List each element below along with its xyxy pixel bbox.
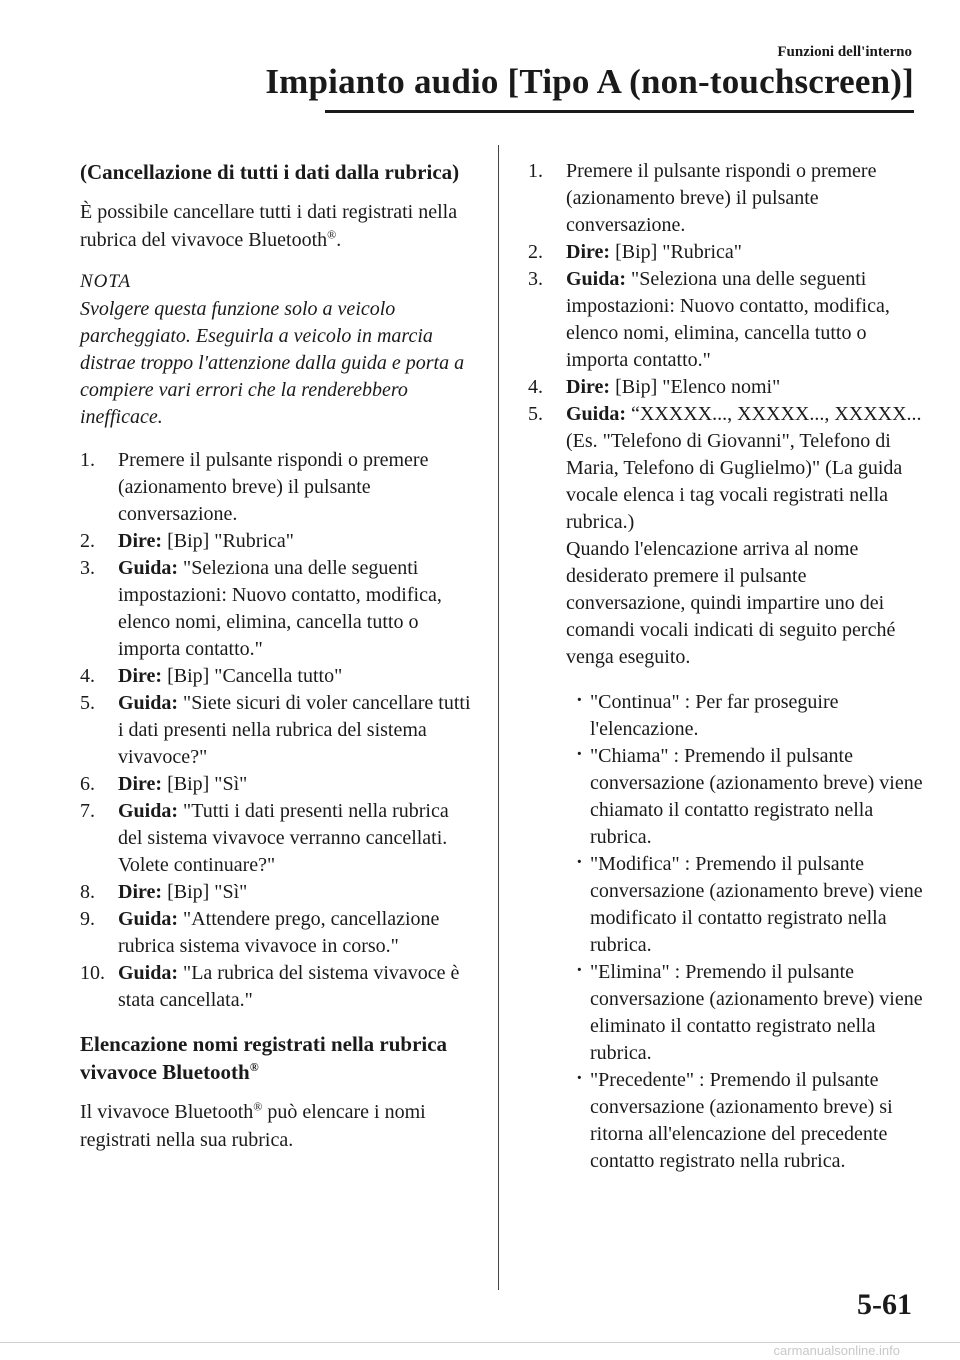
list-item: · "Chiama" : Premendo il pulsante conversazione (azionamento breve) viene chiamato il contatto registrato nella rubrica. — [576, 743, 923, 851]
outro-paragraph — [80, 1098, 475, 1154]
step-number: 10. — [80, 962, 105, 984]
step-number: 8. — [80, 881, 95, 903]
list-item — [80, 960, 475, 1014]
intro-text: È possibile cancellare tutti i dati registrati nella rubrica del vivavoce Bluetooth — [80, 201, 458, 251]
list-item: · "Precedente" : Premendo il pulsante conversazione (azionamento breve) si ritorna all'elencazione del precedente contatto registrato nella rubrica. — [576, 1067, 923, 1175]
step-text: [Bip] "Sì" — [167, 881, 248, 903]
list-item — [80, 879, 475, 906]
step-label: Dire: — [118, 881, 163, 903]
step-number: 3. — [528, 268, 543, 290]
step-text: [Bip] "Rubrica" — [615, 241, 742, 263]
list-item — [80, 690, 475, 771]
step-text: "La rubrica del sistema vivavoce è stata cancellata." — [118, 962, 460, 1011]
delete-steps-list — [80, 447, 475, 1014]
heading-list-names-text: Elencazione nomi registrati nella rubrica vivavoce Bluetooth — [80, 1032, 448, 1084]
heading-delete-all: (Cancellazione di tutti i dati dalla rubrica) — [80, 160, 460, 184]
list-item — [528, 374, 923, 401]
step-number: 6. — [80, 773, 95, 795]
step-text: “XXXXX..., XXXXX..., XXXXX... (Es. "Telefono di Giovanni", Telefono di Maria, Telefono di Guglielmo)" (La guida vocale elenca i tag vocali registrati nella rubrica.) — [566, 403, 922, 533]
step-label: Guida: — [118, 557, 179, 579]
list-item: · "Modifica" : Premendo il pulsante conversazione (azionamento breve) viene modificato il contatto registrato nella rubrica. — [576, 851, 923, 959]
step-number: 4. — [528, 376, 543, 398]
list-item — [80, 663, 475, 690]
step-label: Dire: — [118, 773, 163, 795]
step-label: Dire: — [566, 376, 611, 398]
registered-mark: ® — [253, 1099, 263, 1114]
list-item — [80, 447, 475, 528]
step-text: [Bip] "Rubrica" — [167, 530, 294, 552]
section-label: Funzioni dell'interno — [777, 44, 912, 60]
list-item — [80, 906, 475, 960]
left-column — [80, 158, 475, 1168]
header-rule — [325, 110, 914, 113]
list-item — [80, 528, 475, 555]
step-label: Dire: — [118, 665, 163, 687]
registered-mark: ® — [249, 1060, 259, 1074]
step-label: Guida: — [118, 908, 179, 930]
step-label: Guida: — [118, 692, 179, 714]
step-label: Guida: — [566, 403, 627, 425]
outro-text-b: può elencare i nomi registrati nella sua rubrica. — [80, 1101, 426, 1151]
step-number: 9. — [80, 908, 95, 930]
step-number: 2. — [528, 241, 543, 263]
list-item — [528, 158, 923, 239]
page-title: Impianto audio [Tipo A (non-touchscreen)] — [265, 62, 914, 101]
step-text: [Bip] "Cancella tutto" — [167, 665, 343, 687]
step-label: Dire: — [118, 530, 163, 552]
step-label: Guida: — [118, 800, 179, 822]
outro-text-a: Il vivavoce Bluetooth — [80, 1101, 254, 1123]
step-number: 1. — [80, 449, 95, 471]
note-text: Svolgere questa funzione solo a veicolo parcheggiato. Eseguirla a veicolo in marcia distrae troppo l'attenzione dalla guida e porta a compiere vari errori che la renderebbero inefficace. — [80, 298, 465, 428]
step5-continuation — [528, 536, 923, 671]
step-text: "Attendere prego, cancellazione rubrica sistema vivavoce in corso." — [118, 908, 440, 957]
step-text: [Bip] "Elenco nomi" — [615, 376, 781, 398]
heading-list-names — [80, 1030, 475, 1086]
step-number: 1. — [528, 160, 543, 182]
step-label: Dire: — [566, 241, 611, 263]
list-item — [80, 771, 475, 798]
step-text: [Bip] "Sì" — [167, 773, 248, 795]
step-text: Premere il pulsante rispondi o premere (azionamento breve) il pulsante conversazione. — [566, 160, 877, 236]
column-divider — [498, 145, 499, 1290]
list-item — [528, 401, 923, 536]
step-text: "Tutti i dati presenti nella rubrica del sistema vivavoce verranno cancellati. Volete continuare?" — [118, 800, 449, 876]
note-label: NOTA — [80, 271, 132, 292]
step-number: 7. — [80, 800, 95, 822]
list-item — [528, 239, 923, 266]
step-number: 4. — [80, 665, 95, 687]
step-number: 5. — [80, 692, 95, 714]
list-item — [80, 798, 475, 879]
step-text: "Seleziona una delle seguenti impostazioni: Nuovo contatto, modifica, elenco nomi, elimina, cancella tutto o importa contatto." — [118, 557, 442, 660]
step-label: Guida: — [566, 268, 627, 290]
list-item — [528, 266, 923, 374]
list-item: · "Continua" : Per far proseguire l'elencazione. — [576, 689, 923, 743]
step-text: Premere il pulsante rispondi o premere (azionamento breve) il pulsante conversazione. — [118, 449, 429, 525]
continuation-text: Quando l'elencazione arriva al nome desiderato premere il pulsante conversazione, quindi impartire uno dei comandi vocali indicati di seguito perché venga eseguito. — [566, 538, 896, 668]
step-number: 3. — [80, 557, 95, 579]
step-number: 5. — [528, 403, 543, 425]
intro-paragraph — [80, 198, 475, 254]
list-item — [80, 555, 475, 663]
list-names-steps-list — [528, 158, 923, 536]
right-column — [528, 158, 923, 1175]
voice-commands-list — [528, 689, 923, 1175]
step-label: Guida: — [118, 962, 179, 984]
step-number: 2. — [80, 530, 95, 552]
intro-end: . — [336, 229, 342, 251]
page-number: 5-61 — [857, 1288, 912, 1321]
list-item: · "Elimina" : Premendo il pulsante conversazione (azionamento breve) viene eliminato il contatto registrato nella rubrica. — [576, 959, 923, 1067]
watermark: carmanualsonline.info — [773, 1343, 900, 1358]
registered-mark: ® — [327, 227, 337, 242]
step-text: "Seleziona una delle seguenti impostazioni: Nuovo contatto, modifica, elenco nomi, elimina, cancella tutto o importa contatto." — [566, 268, 890, 371]
step-text: "Siete sicuri di voler cancellare tutti i dati presenti nella rubrica del sistema vivavoce?" — [118, 692, 471, 768]
